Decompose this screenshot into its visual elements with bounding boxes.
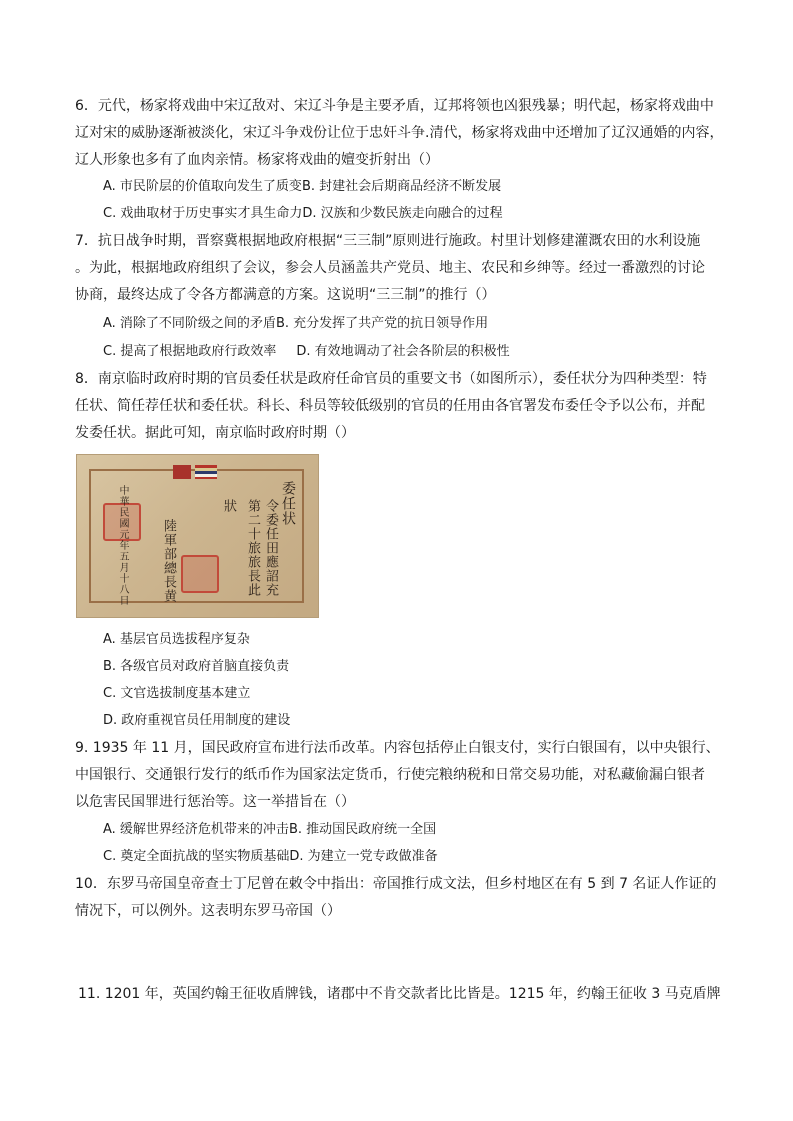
q6-option-a[interactable]: A. 市民阶层的价值取向发生了质变 — [103, 179, 302, 194]
q9-option-d[interactable]: D. 为建立一党专政做准备 — [289, 849, 438, 864]
q6-option-d[interactable]: D. 汉族和少数民族走向融合的过程 — [302, 206, 503, 221]
red-flag-icon — [173, 465, 191, 479]
q8-stem-line-1: 8．南京临时政府时期的官员委任状是政府任命官员的重要文书（如图所示），委任状分为四种类型：特 — [75, 371, 707, 387]
q7-stem-line-2: 。为此，根据地政府组织了会议，参会人员涵盖共产党员、地主、农民和乡绅等。经过一番激烈的讨论 — [75, 260, 705, 276]
q6-option-b[interactable]: B. 封建社会后期商品经济不断发展 — [301, 179, 502, 194]
certificate-date: 中華民國元年五月十八日 — [117, 485, 128, 606]
q10-stem-line-2: 情况下，可以例外。这表明东罗马帝国（） — [75, 903, 341, 919]
q8-option-c[interactable]: C. 文官选拔制度基本建立 — [103, 686, 251, 701]
q6-option-c[interactable]: C. 戏曲取材于历史事实才具生命力 — [103, 206, 303, 221]
q10-stem-line-1: 10．东罗马帝国皇帝查士丁尼曾在敕令中指出：帝国推行成文法，但乡村地区在有 5 到 7 名证人作证的 — [75, 876, 717, 892]
q7-option-row-2 — [103, 342, 753, 362]
q9-option-row-1 — [103, 820, 753, 840]
q8-option-b[interactable]: B. 各级官员对政府首脑直接负责 — [103, 659, 290, 674]
certificate-text-col-3: 第二十旅旅長此 — [245, 499, 260, 597]
q9-option-b[interactable]: B. 推动国民政府统一全国 — [288, 822, 437, 837]
q6-stem-line-1: 6．元代，杨家将戏曲中宋辽敌对、宋辽斗争是主要矛盾，辽邦将领也凶狠残暴；明代起，杨家将戏曲中 — [75, 98, 714, 114]
q6-option-row-2 — [103, 204, 753, 224]
q9-stem-line-2: 中国银行、交通银行发行的纸币作为国家法定货币，行使完粮纳税和日常交易功能，对私藏偷漏白银者 — [75, 767, 705, 783]
q7-stem-line-3: 协商，最终达成了令各方都满意的方案。这说明“三三制”的推行（） — [75, 287, 496, 303]
q7-stem-line-1: 7．抗日战争时期，晋察冀根据地政府根据“三三制”原则进行施政。村里计划修建灌溉农田的水利设施 — [75, 233, 701, 249]
q9-option-row-2 — [103, 847, 753, 867]
certificate-title: 委任状 — [280, 481, 296, 526]
q6-stem-line-3: 辽人形象也多有了血肉亲情。杨家将戏曲的嬗变折射出（） — [75, 152, 439, 168]
q8-option-a[interactable]: A. 基层官员选拔程序复杂 — [103, 632, 250, 647]
q11-stem-line-1: 11. 1201 年，英国约翰王征收盾牌钱，诸郡中不肯交款者比比皆是。1215 年，约翰王征收 3 马克盾牌 — [78, 986, 721, 1002]
q9-stem-line-3: 以危害民国罪进行惩治等。这一举措旨在（） — [75, 794, 355, 810]
certificate-text-col-5: 陸軍部總長黄 — [161, 519, 176, 603]
q7-option-row-1 — [103, 314, 753, 334]
q7-option-b[interactable]: B. 充分发挥了共产党的抗日领导作用 — [275, 316, 489, 331]
seal-stamp-center — [181, 555, 219, 593]
five-color-flag-icon — [195, 465, 217, 479]
q9-option-a[interactable]: A. 缓解世界经济危机带来的冲击 — [103, 822, 289, 837]
q6-option-row-1 — [103, 177, 753, 197]
q9-option-c[interactable]: C. 奠定全面抗战的坚实物质基础 — [103, 849, 290, 864]
q6-stem-line-2: 辽对宋的威胁逐渐被淡化，宋辽斗争戏份让位于忠奸斗争.清代，杨家将戏曲中还增加了辽汉通婚的内容， — [75, 125, 724, 141]
appointment-certificate-image — [76, 454, 319, 618]
certificate-text-col-2: 令委任田應詔充 — [263, 499, 278, 597]
q8-stem-line-3: 发委任状。据此可知，南京临时政府时期（） — [75, 425, 355, 441]
certificate-text-col-4: 狀 — [221, 499, 236, 513]
q9-stem-line-1: 9. 1935 年 11 月，国民政府宣布进行法币改革。内容包括停止白银支付，实行白银国有，以中央银行、 — [75, 740, 720, 756]
q7-option-c[interactable]: C. 提高了根据地政府行政效率 — [103, 344, 277, 359]
q7-option-a[interactable]: A. 消除了不同阶级之间的矛盾 — [103, 316, 276, 331]
q8-option-d[interactable]: D. 政府重视官员任用制度的建设 — [103, 713, 291, 728]
q7-option-d[interactable]: D. 有效地调动了社会各阶层的积极性 — [296, 344, 510, 359]
q8-stem-line-2: 任状、简任荐任状和委任状。科长、科员等较低级别的官员的任用由各官署发布委任令予以公布，并配 — [75, 398, 705, 414]
